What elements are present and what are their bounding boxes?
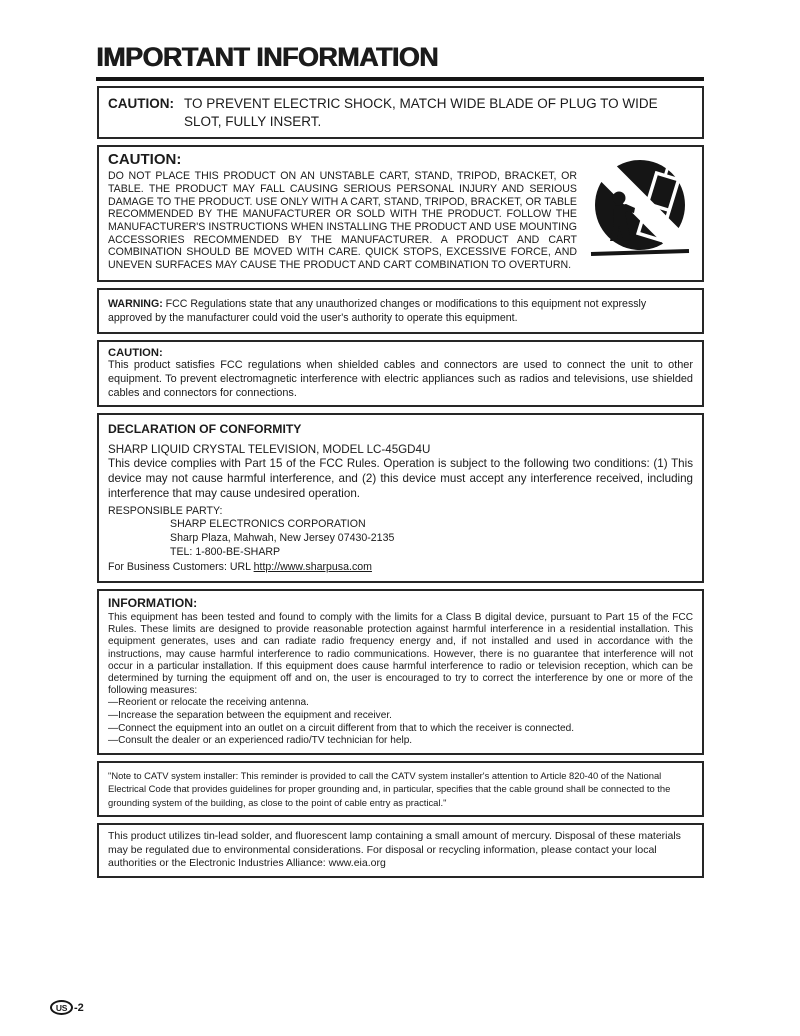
warning-label: WARNING: bbox=[108, 297, 163, 310]
business-customers-line bbox=[108, 561, 693, 573]
caution-heading: CAUTION: bbox=[108, 151, 182, 169]
information-heading: INFORMATION: bbox=[108, 596, 198, 611]
cart-tip-over-warning-icon bbox=[587, 151, 693, 272]
fcc-warning-box bbox=[97, 288, 704, 335]
page-content bbox=[97, 86, 704, 884]
cart-caution-main bbox=[108, 151, 577, 272]
shielded-caution-text: This product satisfies FCC regulations when shielded cables and connectors are used to connect the unit to other equipment. To prevent electromagnetic interference with electric appliances such as radios and televisions, use shielded cables and connectors for connections. bbox=[108, 359, 693, 399]
plug-caution-box bbox=[97, 86, 704, 139]
shielded-caution-box bbox=[97, 340, 704, 407]
disposal-note-box bbox=[97, 823, 704, 879]
catv-note-text: "Note to CATV system installer: This reminder is provided to call the CATV system installer's attention to Article 820-40 of the National Electrical Code that provides guidelines for proper grounding and, in particular, specifies that the cable ground shall be connected to the grounding system of the building, as close to the point of cable entry as practical." bbox=[108, 770, 671, 808]
caution-label: CAUTION: bbox=[108, 96, 174, 111]
us-region-badge: US bbox=[50, 1000, 73, 1015]
measure-item: —Increase the separation between the equipment and receiver. bbox=[108, 709, 392, 721]
cart-caution-box bbox=[97, 145, 704, 282]
information-text: This equipment has been tested and found to comply with the limits for a Class B digital device, pursuant to Part 15 of the FCC Rules. These limits are designed to provide reasonable protection against harmful interference in a residential installation. This equipment generates, uses and can radiate radio frequency energy and, if not installed and used in accordance with the instructions, may cause harmful interference to radio communications. However, there is no guarantee that interference will not occur in a particular installation. If this equipment does cause harmful interference to radio or television reception, which can be determined by turning the equipment off and on, the user is encouraged to try to correct the interference by one or more of the following measures: bbox=[108, 612, 693, 696]
page-number: -2 bbox=[74, 1001, 84, 1014]
disposal-note-text: This product utilizes tin-lead solder, and fluorescent lamp containing a small amount of mercury. Disposal of these materials may be regulated due to environmental considerations. For disposal or recycling information, please contact your local authorities or the Electronic Industries Alliance: www.eia.org bbox=[108, 829, 681, 870]
fcc-warning-paragraph bbox=[108, 297, 693, 326]
business-url-link: http://www.sharpusa.com bbox=[253, 561, 372, 574]
cart-caution-text: DO NOT PLACE THIS PRODUCT ON AN UNSTABLE CART, STAND, TRIPOD, BRACKET, OR TABLE. THE PRODUCT MAY FALL CAUSING SERIOUS PERSONAL INJURY AND SERIOUS DAMAGE TO THE PRODUCT. USE ONLY WITH A CART, STAND, TRIPOD, BRACKET, OR TABLE RECOMMENDED BY THE MANUFACTURER OR SOLD WITH THE PRODUCT. FOLLOW THE MANUFACTURER'S INSTRUCTIONS WHEN INSTALLING THE PRODUCT AND USE MOUNTING ACCESSORIES RECOMMENDED BY THE MANUFACTURER. A PRODUCT AND CART COMBINATION SHOULD BE MOVED WITH CARE. QUICK STOPS, EXCESSIVE FORCE, AND UNEVEN SURFACES MAY CAUSE THE PRODUCT AND CART COMBINATION TO OVERTURN. bbox=[108, 170, 577, 272]
catv-note-box bbox=[97, 761, 704, 816]
measure-item: —Reorient or relocate the receiving antenna. bbox=[108, 697, 309, 709]
declaration-heading: DECLARATION OF CONFORMITY bbox=[108, 422, 302, 437]
measure-item: —Connect the equipment into an outlet on a circuit different from that to which the receiver is connected. bbox=[108, 722, 575, 734]
company-address: Sharp Plaza, Mahwah, New Jersey 07430-2135 bbox=[170, 532, 395, 545]
caution-heading: CAUTION: bbox=[108, 347, 163, 360]
compliance-text: This device complies with Part 15 of the FCC Rules. Operation is subject to the following two conditions: (1) This device may not cause harmful interference, and (2) this device must accept any interference received, including interference that may cause undesired operation. bbox=[108, 457, 693, 500]
company-phone: TEL: 1-800-BE-SHARP bbox=[170, 546, 281, 559]
company-name: SHARP ELECTRONICS CORPORATION bbox=[170, 518, 366, 531]
business-url-prefix: For Business Customers: URL bbox=[108, 561, 254, 574]
information-box bbox=[97, 589, 704, 755]
declaration-of-conformity-box bbox=[97, 413, 704, 583]
measure-item: —Consult the dealer or an experienced radio/TV technician for help. bbox=[108, 735, 413, 747]
page-footer bbox=[50, 1000, 84, 1015]
page-title: IMPORTANT INFORMATION bbox=[96, 42, 438, 72]
responsible-party-label: RESPONSIBLE PARTY: bbox=[108, 505, 223, 518]
plug-caution-text: TO PREVENT ELECTRIC SHOCK, MATCH WIDE BLADE OF PLUG TO WIDE SLOT, FULLY INSERT. bbox=[184, 96, 658, 129]
model-line: SHARP LIQUID CRYSTAL TELEVISION, MODEL LC-45GD4U bbox=[108, 443, 431, 457]
fcc-warning-text: FCC Regulations state that any unauthorized changes or modifications to this equipment not expressly approved by the manufacturer could void the user's authority to operate this equipment. bbox=[108, 297, 647, 325]
title-divider-rule bbox=[96, 77, 704, 81]
